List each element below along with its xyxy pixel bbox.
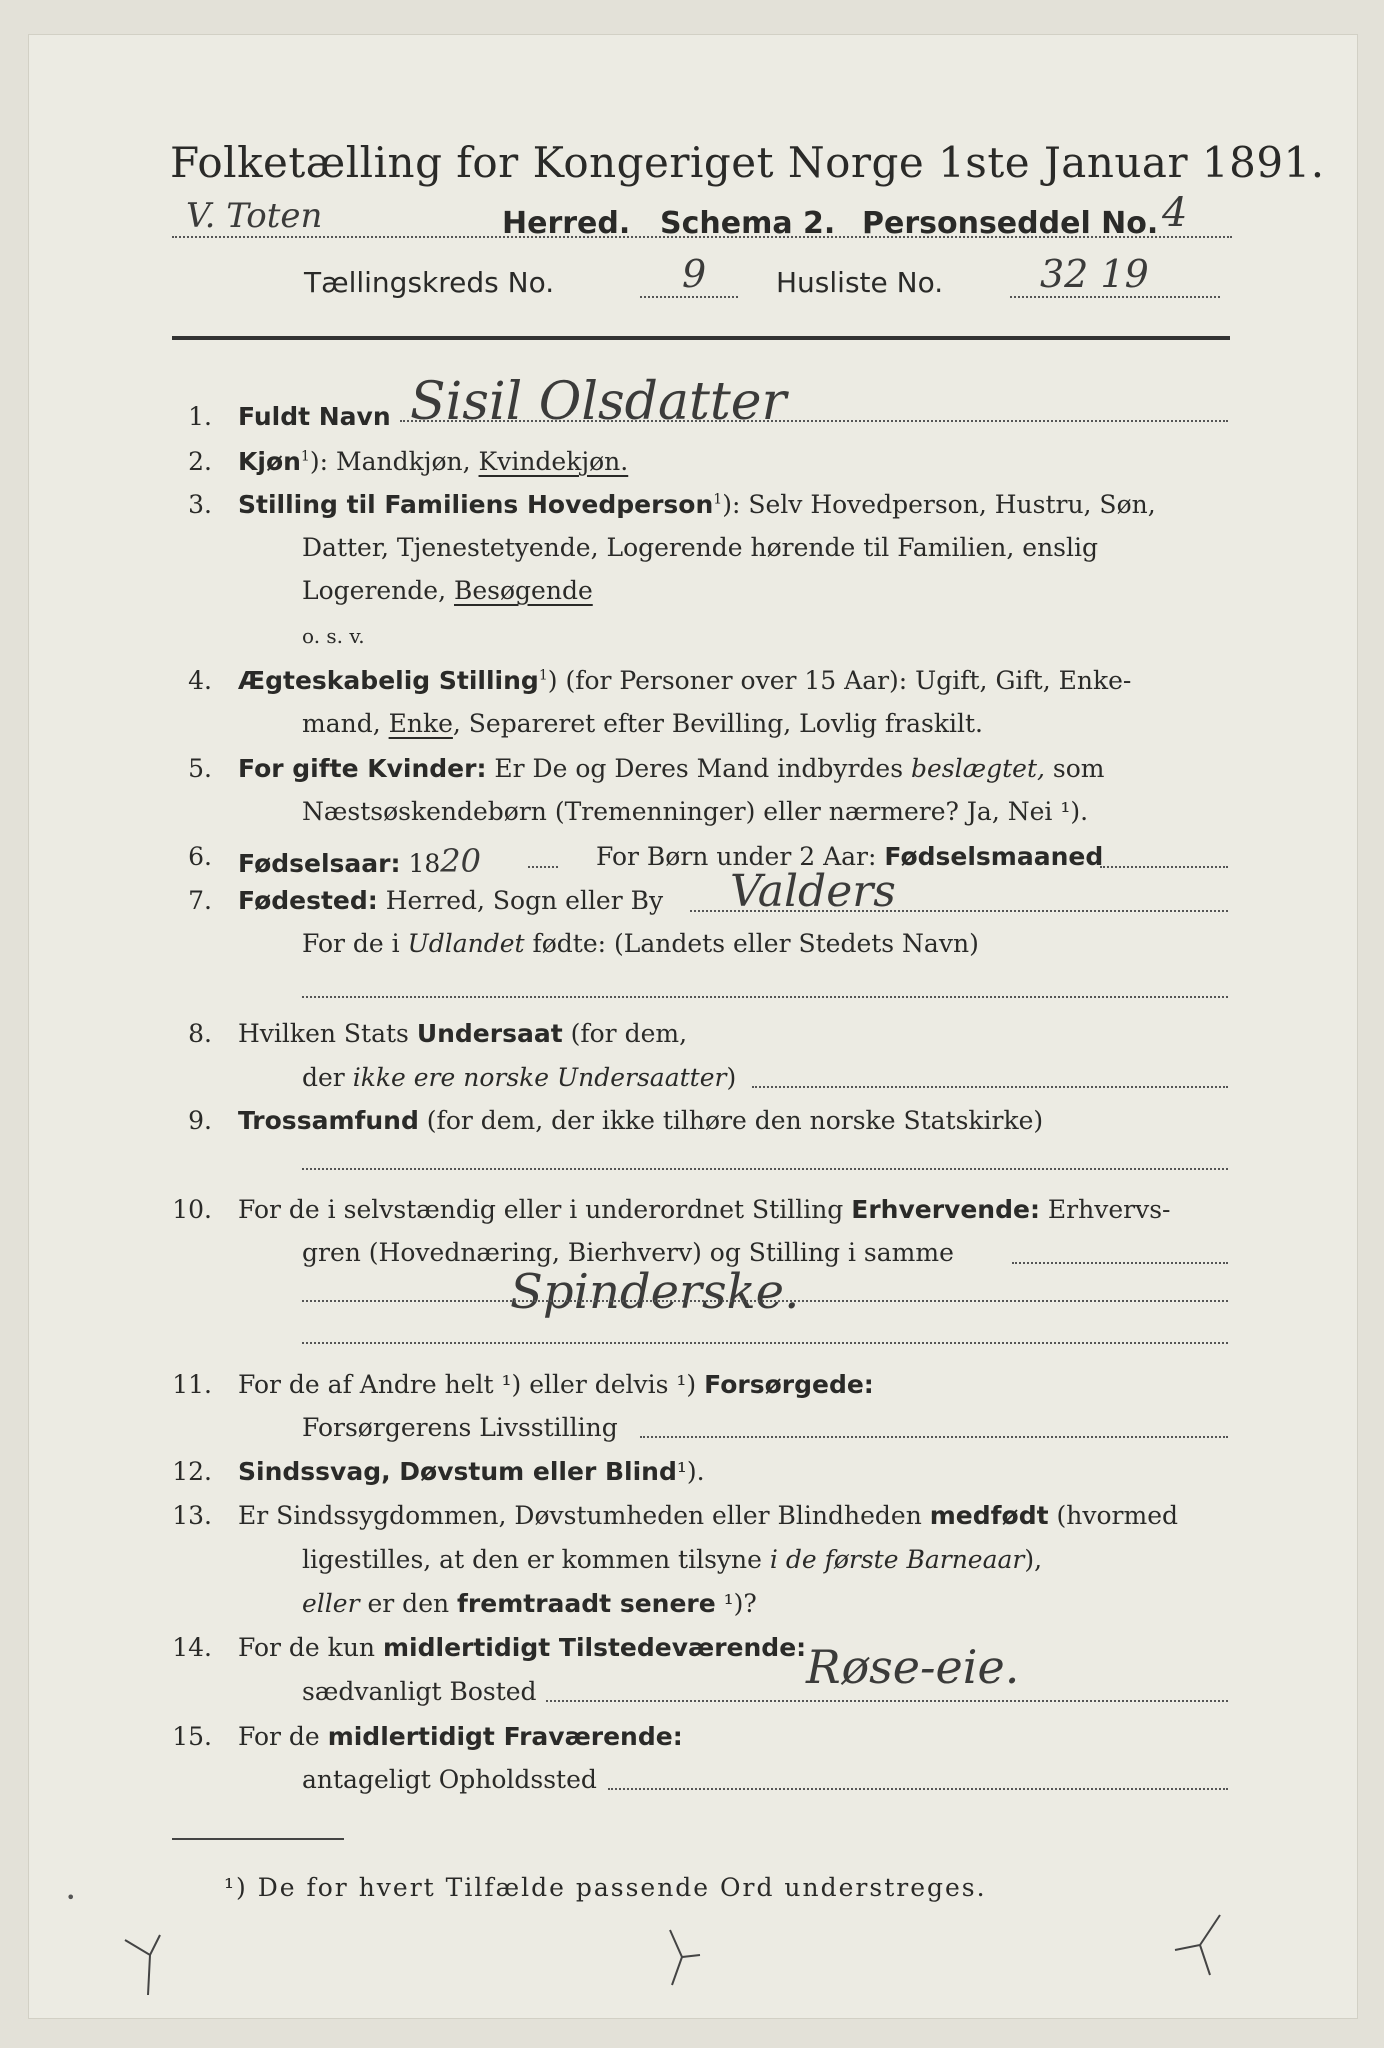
item-5-line-2: Næstsøskendebørn (Tremenninger) eller nærmere? Ja, Nei ¹). bbox=[302, 797, 1089, 826]
item-15-line-1: For de midlertidigt Fraværende: bbox=[238, 1722, 683, 1751]
item-10-dots-3 bbox=[302, 1342, 1228, 1344]
item-6-number: 6. bbox=[188, 842, 212, 871]
item-7-dots-2 bbox=[302, 996, 1228, 998]
item-11-number: 11. bbox=[172, 1370, 212, 1399]
item-10-dots-2 bbox=[302, 1300, 1228, 1302]
item-1-answer: Sisil Olsdatter bbox=[410, 372, 787, 432]
item-13-number: 13. bbox=[172, 1501, 212, 1530]
item-1-dots bbox=[400, 420, 1228, 422]
item-8-line-2: der ikke ere norske Undersaatter) bbox=[302, 1063, 737, 1092]
item-15-number: 15. bbox=[172, 1722, 212, 1751]
item-10-line-2: gren (Hovednæring, Bierhverv) og Stilling i samme bbox=[302, 1238, 954, 1267]
item-14-number: 14. bbox=[172, 1633, 212, 1662]
item-15-line-2: antageligt Opholdssted bbox=[302, 1765, 597, 1794]
item-4-number: 4. bbox=[188, 666, 212, 695]
item-14-answer: Røse-eie. bbox=[806, 1640, 1020, 1694]
item-9-line: Trossamfund (for dem, der ikke tilhøre den norske Statskirke) bbox=[238, 1106, 1044, 1135]
item-14-line-1: For de kun midlertidigt Tilstedeværende: bbox=[238, 1633, 807, 1662]
item-14-dots bbox=[546, 1700, 1228, 1702]
kreds-label: Tællingskreds No. bbox=[304, 266, 555, 299]
personseddel-label: Personseddel No. bbox=[862, 206, 1159, 241]
husliste-label: Husliste No. bbox=[776, 266, 944, 299]
item-7-line-1: Fødested: Herred, Sogn eller By bbox=[238, 886, 664, 915]
form-title: Folketælling for Kongeriget Norge 1ste Januar 1891. bbox=[170, 138, 1325, 187]
item-12-number: 12. bbox=[172, 1457, 212, 1486]
item-7-line-2: For de i Udlandet fødte: (Landets eller Stedets Navn) bbox=[302, 929, 979, 958]
item-1-label: Fuldt Navn bbox=[238, 402, 391, 431]
item-1-number: 1. bbox=[188, 402, 212, 431]
item-4-line-1: Ægteskabelig Stilling$^1$) (for Personer over 15 Aar): Ugift, Gift, Enke- bbox=[238, 666, 1132, 695]
kreds-dots bbox=[640, 296, 738, 298]
item-15-dots bbox=[608, 1788, 1228, 1790]
husliste-dots bbox=[1010, 296, 1220, 298]
item-2-underlined: Kvindekjøn. bbox=[478, 447, 629, 476]
item-11-line-2: Forsørgerens Livsstilling bbox=[302, 1413, 618, 1442]
kreds-handwritten: 9 bbox=[682, 252, 707, 296]
item-13-line-2: ligestilles, at den er kommen tilsyne i de første Barneaar), bbox=[302, 1545, 1043, 1574]
herred-handwritten: V. Toten bbox=[186, 196, 323, 236]
personseddel-handwritten: 4 bbox=[1162, 190, 1188, 236]
item-3-line-2: Datter, Tjenestetyende, Logerende hørende til Familien, enslig bbox=[302, 533, 1099, 562]
item-11-line-1: For de af Andre helt ¹) eller delvis ¹) Forsørgede: bbox=[238, 1370, 874, 1399]
corner-mark-left bbox=[120, 1930, 180, 2000]
item-5-line-1: For gifte Kvinder: Er De og Deres Mand indbyrdes beslægtet, som bbox=[238, 754, 1105, 783]
item-6-dots bbox=[1100, 866, 1228, 868]
census-form-page bbox=[28, 34, 1358, 2019]
item-7-dots bbox=[690, 910, 1228, 912]
item-9-dots bbox=[302, 1168, 1228, 1170]
item-6-line: Fødselsaar: 1820 bbox=[238, 842, 481, 880]
item-6-rest: For Børn under 2 Aar: Fødselsmaaned bbox=[596, 842, 1104, 871]
item-8-dots bbox=[752, 1086, 1228, 1088]
item-3-line-4: o. s. v. bbox=[302, 624, 365, 648]
item-2-line: Kjøn$^1$): Mandkjøn, Kvindekjøn. bbox=[238, 447, 629, 476]
footnote: ¹) De for hvert Tilfælde passende Ord understreges. bbox=[224, 1873, 987, 1902]
item-6-year-dots bbox=[528, 866, 558, 868]
herred-label: Herred. bbox=[502, 206, 631, 241]
item-7-answer: Valders bbox=[730, 866, 896, 917]
item-10-line-1: For de i selvstændig eller i underordnet Stilling Erhvervende: Erhvervs- bbox=[238, 1195, 1171, 1224]
item-10-dots-1 bbox=[1012, 1262, 1228, 1264]
item-3-number: 3. bbox=[188, 490, 212, 519]
header-rule bbox=[172, 336, 1230, 340]
husliste-handwritten: 32 19 bbox=[1040, 252, 1149, 296]
item-7-number: 7. bbox=[188, 886, 212, 915]
item-3-line-1: Stilling til Familiens Hovedperson$^1$): Selv Hovedperson, Hustru, Søn, bbox=[238, 490, 1156, 519]
footnote-rule bbox=[172, 1838, 344, 1840]
corner-mark-right bbox=[1160, 1910, 1240, 1980]
schema-label: Schema 2. bbox=[660, 206, 836, 241]
item-11-dots bbox=[640, 1436, 1228, 1438]
item-10-number: 10. bbox=[172, 1195, 212, 1224]
item-4-line-2: mand, Enke, Separeret efter Bevilling, Lovlig fraskilt. bbox=[302, 709, 983, 738]
item-13-line-3: eller er den fremtraadt senere ¹)? bbox=[302, 1589, 757, 1618]
item-8-line-1: Hvilken Stats Undersaat (for dem, bbox=[238, 1019, 688, 1048]
dot-mark: • bbox=[66, 1888, 76, 1907]
item-9-number: 9. bbox=[188, 1106, 212, 1135]
corner-mark-center bbox=[660, 1925, 710, 1990]
item-8-number: 8. bbox=[188, 1019, 212, 1048]
item-14-line-2: sædvanligt Bosted bbox=[302, 1677, 537, 1706]
item-5-number: 5. bbox=[188, 754, 212, 783]
item-13-line-1: Er Sindssygdommen, Døvstumheden eller Blindheden medfødt (hvormed bbox=[238, 1501, 1178, 1530]
item-3-line-3: Logerende, Besøgende bbox=[302, 576, 593, 605]
item-10-answer: Spinderske. bbox=[510, 1264, 800, 1320]
item-2-number: 2. bbox=[188, 447, 212, 476]
item-12-line: Sindssvag, Døvstum eller Blind¹). bbox=[238, 1457, 705, 1486]
